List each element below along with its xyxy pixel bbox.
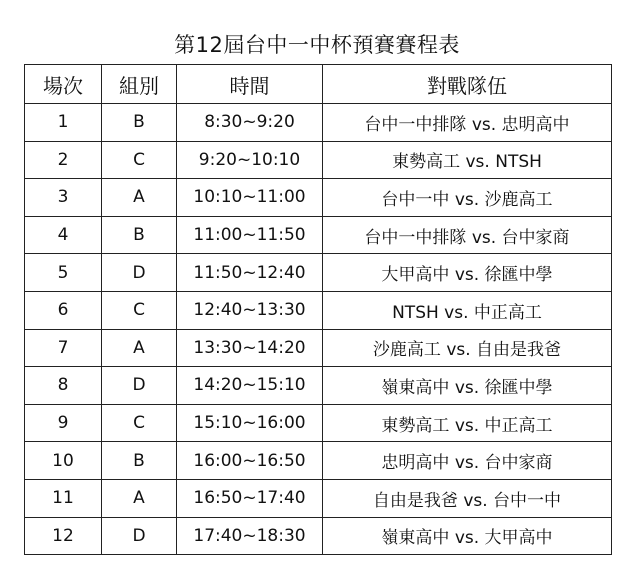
table-row <box>25 216 612 254</box>
cell-field: 6 <box>25 291 102 329</box>
table-row <box>25 329 612 367</box>
cell-field: 7 <box>25 329 102 367</box>
cell-time: 9:20~10:10 <box>177 141 323 179</box>
cell-field: 2 <box>25 141 102 179</box>
cell-time: 12:40~13:30 <box>177 291 323 329</box>
cell-time: 11:00~11:50 <box>177 216 323 254</box>
cell-group: A <box>102 479 177 517</box>
table-row <box>25 141 612 179</box>
cell-teams: 嶺東高中 vs. 徐匯中學 <box>323 367 612 405</box>
table-header-row <box>25 65 612 104</box>
cell-teams: 台中一中排隊 vs. 台中家商 <box>323 216 612 254</box>
cell-time: 17:40~18:30 <box>177 517 323 555</box>
header-group: 組別 <box>102 65 177 104</box>
cell-teams: 嶺東高中 vs. 大甲高中 <box>323 517 612 555</box>
cell-teams: 大甲高中 vs. 徐匯中學 <box>323 254 612 292</box>
cell-group: A <box>102 179 177 217</box>
cell-group: C <box>102 141 177 179</box>
table-row <box>25 404 612 442</box>
cell-field: 4 <box>25 216 102 254</box>
schedule-table <box>24 64 612 555</box>
page-title: 第12屆台中一中杯預賽賽程表 <box>174 33 460 57</box>
cell-group: D <box>102 254 177 292</box>
header-time: 時間 <box>177 65 323 104</box>
cell-group: A <box>102 329 177 367</box>
cell-time: 16:50~17:40 <box>177 479 323 517</box>
cell-teams: 東勢高工 vs. 中正高工 <box>323 404 612 442</box>
cell-time: 11:50~12:40 <box>177 254 323 292</box>
cell-teams: 東勢高工 vs. NTSH <box>323 141 612 179</box>
cell-time: 14:20~15:10 <box>177 367 323 405</box>
cell-group: C <box>102 404 177 442</box>
cell-field: 8 <box>25 367 102 405</box>
header-field: 場次 <box>25 65 102 104</box>
cell-group: D <box>102 517 177 555</box>
table-row <box>25 254 612 292</box>
cell-teams: NTSH vs. 中正高工 <box>323 291 612 329</box>
cell-field: 3 <box>25 179 102 217</box>
cell-teams: 自由是我爸 vs. 台中一中 <box>323 479 612 517</box>
cell-field: 1 <box>25 104 102 142</box>
cell-time: 15:10~16:00 <box>177 404 323 442</box>
cell-teams: 台中一中排隊 vs. 忠明高中 <box>323 104 612 142</box>
cell-field: 10 <box>25 442 102 480</box>
cell-group: B <box>102 104 177 142</box>
table-row <box>25 291 612 329</box>
cell-time: 13:30~14:20 <box>177 329 323 367</box>
cell-field: 9 <box>25 404 102 442</box>
cell-group: B <box>102 442 177 480</box>
cell-time: 8:30~9:20 <box>177 104 323 142</box>
cell-field: 5 <box>25 254 102 292</box>
table-row <box>25 479 612 517</box>
cell-group: B <box>102 216 177 254</box>
table-row <box>25 442 612 480</box>
cell-teams: 台中一中 vs. 沙鹿高工 <box>323 179 612 217</box>
table-row <box>25 179 612 217</box>
cell-field: 11 <box>25 479 102 517</box>
table-row <box>25 367 612 405</box>
header-teams: 對戰隊伍 <box>323 65 612 104</box>
table-row <box>25 517 612 555</box>
cell-time: 16:00~16:50 <box>177 442 323 480</box>
cell-time: 10:10~11:00 <box>177 179 323 217</box>
table-row <box>25 104 612 142</box>
cell-field: 12 <box>25 517 102 555</box>
cell-teams: 沙鹿高工 vs. 自由是我爸 <box>323 329 612 367</box>
cell-group: D <box>102 367 177 405</box>
cell-teams: 忠明高中 vs. 台中家商 <box>323 442 612 480</box>
cell-group: C <box>102 291 177 329</box>
